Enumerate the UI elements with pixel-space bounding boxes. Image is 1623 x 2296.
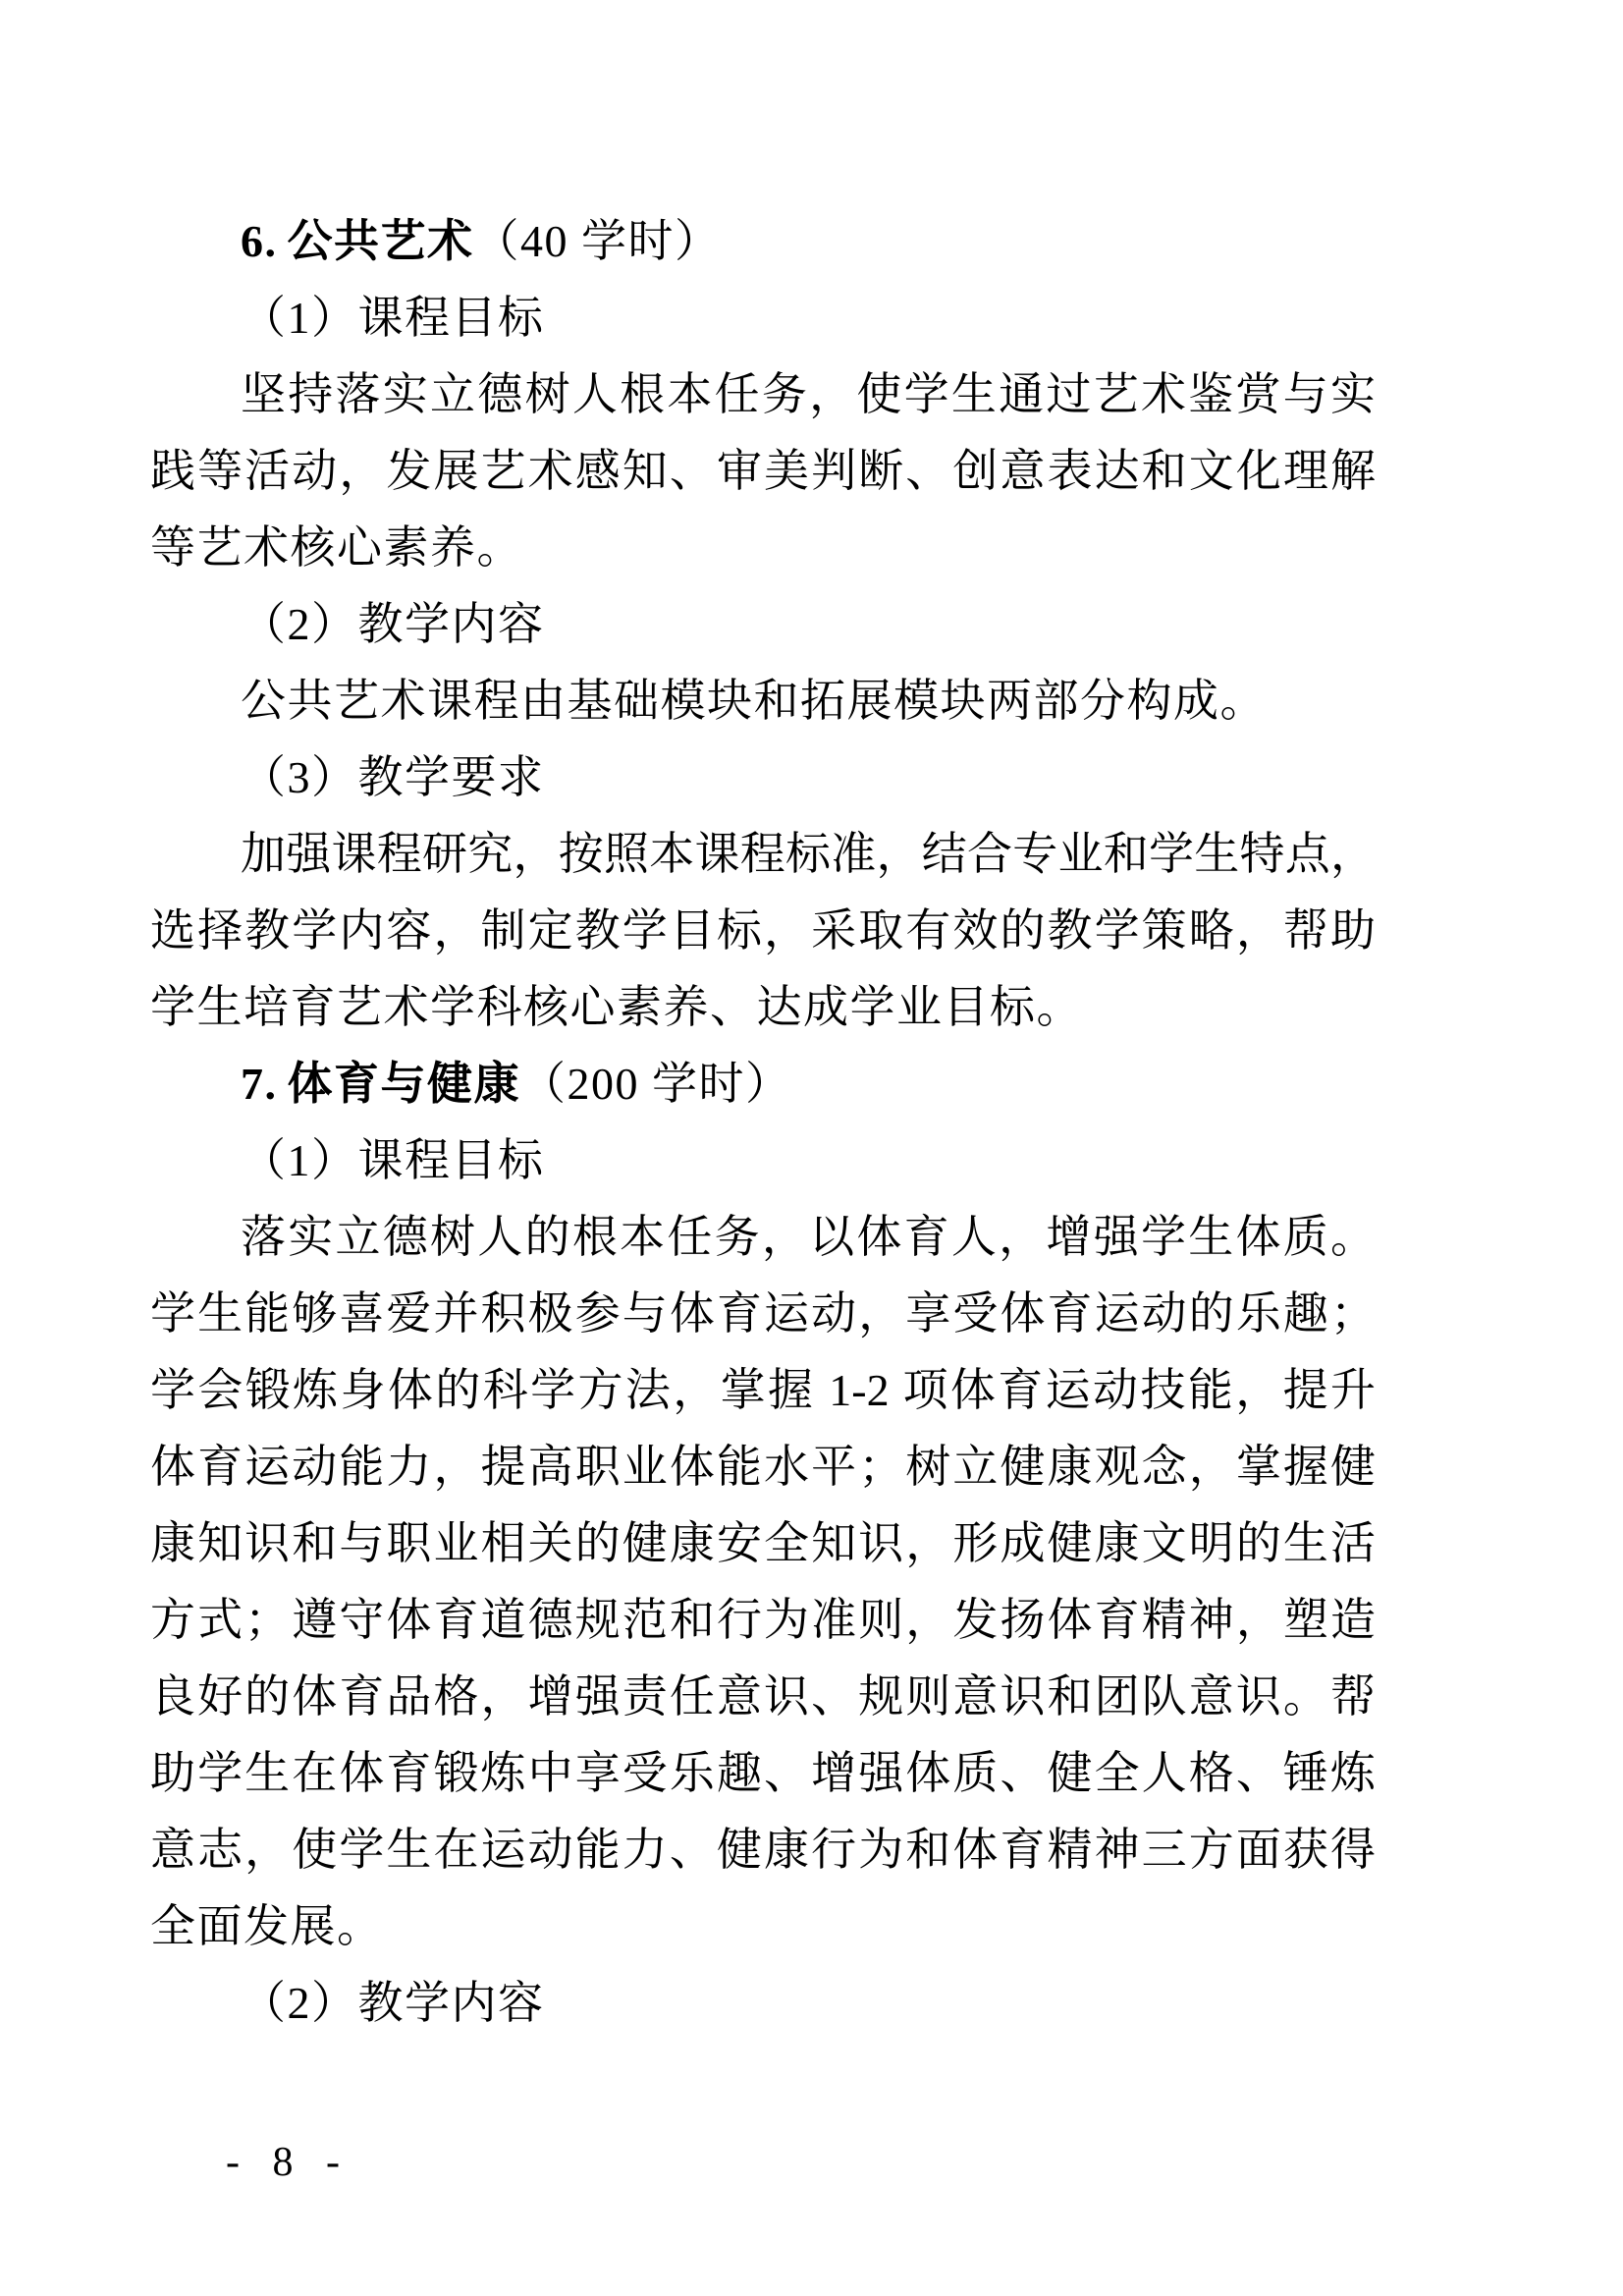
text-line: 等艺术核心素养。 [150, 522, 523, 573]
text-line: 加强课程研究，按照本课程标准，结合专业和学生特点， [241, 829, 1376, 879]
text-line: 践等活动，发展艺术感知、审美判断、创意表达和文化理解 [150, 446, 1376, 496]
sec7-subheading-2: （2）教学内容 [241, 1978, 545, 2028]
sec6-subheading-3: （3）教学要求 [241, 752, 545, 802]
text-line: 良好的体育品格，增强责任意识、规则意识和团队意识。帮 [150, 1671, 1376, 1722]
text-line: 康知识和与职业相关的健康安全知识，形成健康文明的生活 [150, 1518, 1376, 1568]
sec6-subheading-1: （1）课程目标 [241, 293, 545, 343]
text-line: 助学生在体育锻炼中享受乐趣、增强体质、健全人格、锤炼 [150, 1748, 1376, 1798]
section-6-number: 6. [241, 216, 278, 266]
text-line: 落实立德树人的根本任务，以体育人，增强学生体质。 [241, 1212, 1376, 1262]
text-line: 学生培育艺术学科核心素养、达成学业目标。 [150, 982, 1083, 1032]
text-line: 意志，使学生在运动能力、健康行为和体育精神三方面获得 [150, 1825, 1376, 1875]
text-line: 坚持落实立德树人根本任务，使学生通过艺术鉴赏与实 [241, 369, 1376, 419]
text-line: 公共艺术课程由基础模块和拓展模块两部分构成。 [241, 676, 1267, 726]
section-6-hours: （40 学时） [473, 216, 722, 266]
page-number: - 8 - [226, 2140, 347, 2185]
sec7-subheading-1: （1）课程目标 [241, 1135, 545, 1185]
section-7-heading [150, 1046, 1376, 1122]
text-line: 学生能够喜爱并积极参与体育运动，享受体育运动的乐趣； [150, 1288, 1376, 1339]
text-line: 选择教学内容，制定教学目标，采取有效的教学策略，帮助 [150, 905, 1376, 956]
section-7-number: 7. [241, 1059, 278, 1109]
section-7-hours: （200 学时） [520, 1059, 792, 1109]
text-line: 方式；遵守体育道德规范和行为准则，发扬体育精神，塑造 [150, 1595, 1376, 1645]
section-7-title: 体育与健康 [287, 1059, 520, 1109]
text-line: 学会锻炼身体的科学方法，掌握 1-2 项体育运动技能，提升 [150, 1365, 1376, 1415]
sec6-subheading-2: （2）教学内容 [241, 599, 545, 649]
section-6-title: 公共艺术 [287, 216, 474, 266]
section-6-heading [150, 203, 1376, 280]
text-line: 体育运动能力，提高职业体能水平；树立健康观念，掌握健 [150, 1442, 1376, 1492]
text-line: 全面发展。 [150, 1901, 384, 1951]
